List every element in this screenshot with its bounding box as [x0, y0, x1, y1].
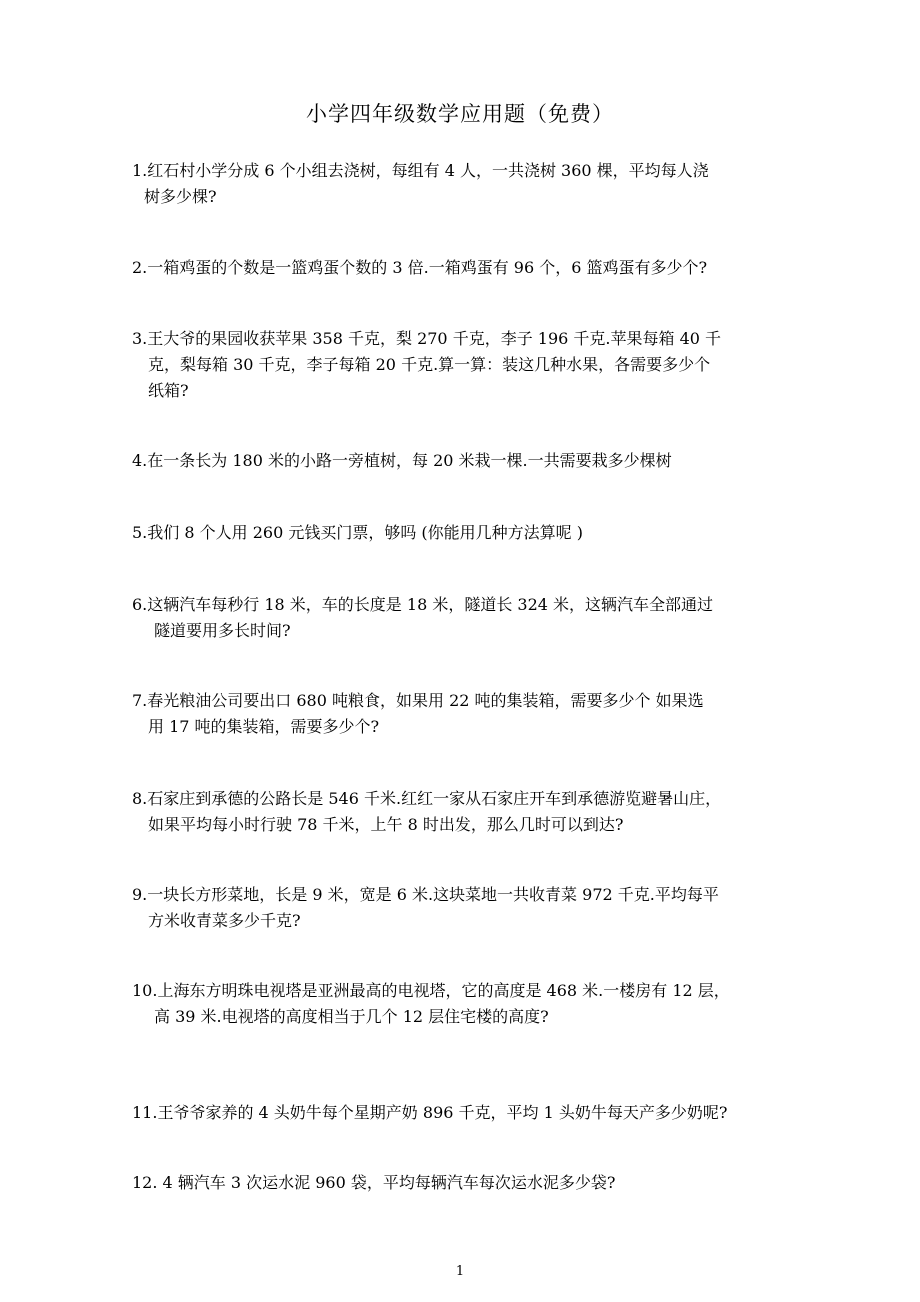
- problem-line: 8.石家庄到承德的公路长是 546 千米.红红一家从石家庄开车到承德游览避暑山庄，: [132, 789, 722, 808]
- problem-5: [132, 520, 792, 546]
- problem-line: 12. 4 辆汽车 3 次运水泥 960 袋，平均每辆汽车每次运水泥多少袋?: [132, 1173, 616, 1192]
- problem-2: [132, 255, 792, 281]
- problem-line: 克，梨每箱 30 千克，李子每箱 20 千克.算一算：装这几种水果，各需要多少个: [148, 355, 711, 374]
- problem-line: 2.一箱鸡蛋的个数是一篮鸡蛋个数的 3 倍.一箱鸡蛋有 96 个，6 篮鸡蛋有多少个?: [132, 258, 708, 277]
- problem-1: [132, 158, 792, 210]
- problem-10: [132, 978, 792, 1030]
- problem-line: 隧道要用多长时间?: [154, 621, 291, 640]
- problem-line: 如果平均每小时行驶 78 千米，上午 8 时出发，那么几时可以到达?: [148, 815, 624, 834]
- problem-7: [132, 688, 792, 740]
- problem-line: 7.春光粮油公司要出口 680 吨粮食，如果用 22 吨的集装箱，需要多少个 如果选: [132, 691, 704, 710]
- problem-line: 11.王爷爷家养的 4 头奶牛每个星期产奶 896 千克，平均 1 头奶牛每天产多少奶呢?: [132, 1103, 728, 1122]
- problem-line: 10.上海东方明珠电视塔是亚洲最高的电视塔，它的高度是 468 米.一楼房有 12 层，: [132, 981, 730, 1000]
- problem-line: 4.在一条长为 180 米的小路一旁植树，每 20 米栽一棵.一共需要栽多少棵树: [132, 451, 672, 470]
- problem-line: 树多少棵?: [144, 187, 217, 206]
- problem-3: [132, 326, 792, 404]
- problem-8: [132, 786, 792, 838]
- problem-11: [132, 1100, 792, 1126]
- page-number: 1: [455, 1264, 465, 1279]
- problem-4: [132, 448, 792, 474]
- problem-line: 9.一块长方形菜地，长是 9 米，宽是 6 米.这块菜地一共收青菜 972 千克.平均每平: [132, 885, 719, 904]
- problem-12: [132, 1170, 792, 1196]
- problem-line: 3.王大爷的果园收获苹果 358 千克，梨 270 千克，李子 196 千克.苹果每箱 40 千: [132, 329, 722, 348]
- problem-line: 用 17 吨的集装箱，需要多少个?: [148, 717, 380, 736]
- problem-line: 高 39 米.电视塔的高度相当于几个 12 层住宅楼的高度?: [154, 1007, 549, 1026]
- problem-6: [132, 592, 792, 644]
- problem-line: 纸箱?: [148, 381, 189, 400]
- page-title: 小学四年级数学应用题（免费）: [306, 102, 614, 126]
- problem-line: 5.我们 8 个人用 260 元钱买门票，够吗 (你能用几种方法算呢 ): [132, 523, 583, 542]
- problem-line: 1.红石村小学分成 6 个小组去浇树，每组有 4 人，一共浇树 360 棵，平均每人浇: [132, 161, 709, 180]
- problem-line: 6.这辆汽车每秒行 18 米，车的长度是 18 米，隧道长 324 米，这辆汽车全部通过: [132, 595, 714, 614]
- problem-9: [132, 882, 792, 934]
- problem-line: 方米收青菜多少千克?: [148, 911, 301, 930]
